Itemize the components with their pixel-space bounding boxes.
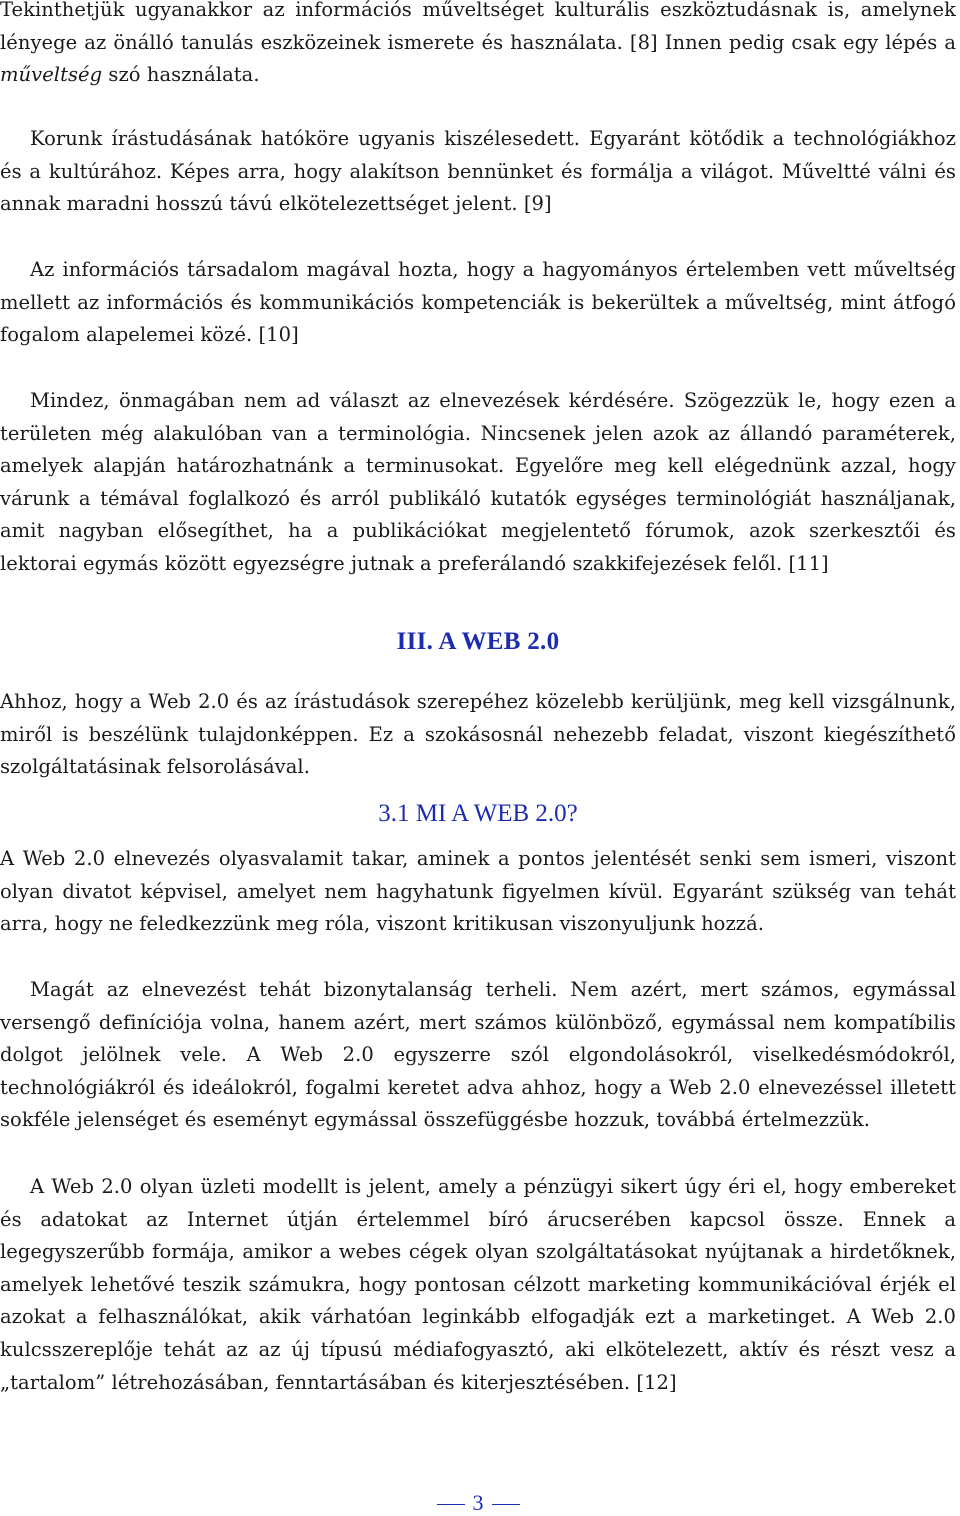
italic-term: műveltség — [0, 63, 103, 87]
page-number: 3 — [472, 1490, 484, 1515]
paragraph-web20-uncertainty: Magát az elnevezést tehát bizonytalanság terheli. Nem azért, mert számos, egymással versengő definíciója volna, hanem azért, mert számos különböző, egymással nem kompatíbilis dolgot jelölnek vele. A Web 2.0 egyszerre szól elgondolásokról, viselkedésmódokról, technológiákról és ideálokról, fogalmi keretet adva ahhoz, hogy a Web 2.0 elnevezéssel illetett sokféle jelenséget és eseményt egymással összefüggésbe hozzuk, továbbá értelmezzük. — [0, 978, 956, 1132]
paragraph-web20-business-model: A Web 2.0 olyan üzleti modellt is jelent, amely a pénzügyi sikert úgy éri el, hogy embereket és adatokat az Internet útján értelemmel bíró árucserében kapcsol össze. Ennek a legegyszerűbb formája, amikor a webes cégek olyan szolgáltatásokat nyújtanak a hirdetőknek, amelyek lehetővé teszik számukra, hogy pontosan célzott marketing kommunikációval érjék el azokat a felhasználókat, akik várhatóan leginkább elfogadják ezt a marketinget. A Web 2.0 kulcsszereplője tehát az az új típusú médiafogyasztó, aki elkötelezett, aktív és részt vesz a „tartalom” létrehozásában, fenntartásában és kiterjesztésében. [12] — [0, 1175, 956, 1394]
paragraph-web20-intro: Ahhoz, hogy a Web 2.0 és az írástudások szerepéhez közelebb kerüljünk, meg kell vizsgálnunk, miről is beszélünk tulajdonképpen. Ez a szokásosnál nehezebb feladat, viszont kiegészíthető szolgáltatásinak felsorolásával. — [0, 690, 956, 779]
page-footer — [0, 1490, 956, 1516]
paragraph-information-literacy — [0, 0, 956, 92]
footer-rule-right — [492, 1504, 520, 1505]
footer-rule-left — [437, 1504, 465, 1505]
paragraph-information-society: Az információs társadalom magával hozta, hogy a hagyományos értelemben vett műveltség mellett az információs és kommunikációs kompetenciák is bekerültek a műveltség, mint átfogó fogalom alapelemei közé. [10] — [0, 258, 956, 347]
paragraph-text: szó használata. — [102, 63, 260, 87]
paragraph-web20-definition: A Web 2.0 elnevezés olyasvalamit takar, aminek a pontos jelentését senki sem ismeri, viszont olyan divatot képvisel, amelyet nem hagyhatunk figyelmen kívül. Egyaránt szükség van tehát arra, hogy ne feledkezzünk meg róla, viszont kritikusan viszonyuljunk hozzá. — [0, 847, 956, 936]
subsection-heading: 3.1 MI A WEB 2.0? — [378, 800, 578, 827]
paragraph-text: Tekinthetjük ugyanakkor az információs műveltséget kulturális eszköztudásnak is, amelynek lényege az önálló tanulás eszközeinek ismerete és használata. [8] Innen pedig csak egy lépés a — [0, 0, 956, 54]
paragraph-literacy-scope: Korunk írástudásának hatóköre ugyanis kiszélesedett. Egyaránt kötődik a technológiákhoz és a kultúrához. Képes arra, hogy alakítson bennünket és formálja a világot. Műveltté válni és annak maradni hosszú távú elkötelezettséget jelent. [9] — [0, 127, 956, 216]
section-heading: III. A WEB 2.0 — [396, 628, 560, 655]
paragraph-terminology: Mindez, önmagában nem ad választ az elnevezések kérdésére. Szögezzük le, hogy ezen a területen még alakulóban van a terminológia. Nincsenek jelen azok az állandó paraméterek, amelyek alapján határozhatnánk a terminusokat. Egyelőre meg kell elégednünk azzal, hogy várunk a témával foglalkozó és arról publikáló kutatók egységes terminológiát használjanak, amit nagyban elősegíthet, ha a publikációkat megjelentető fórumok, azok szerkesztői és lektorai egymás között egyezségre jutnak a preferálandó szakkifejezések felől. [11] — [0, 389, 956, 575]
